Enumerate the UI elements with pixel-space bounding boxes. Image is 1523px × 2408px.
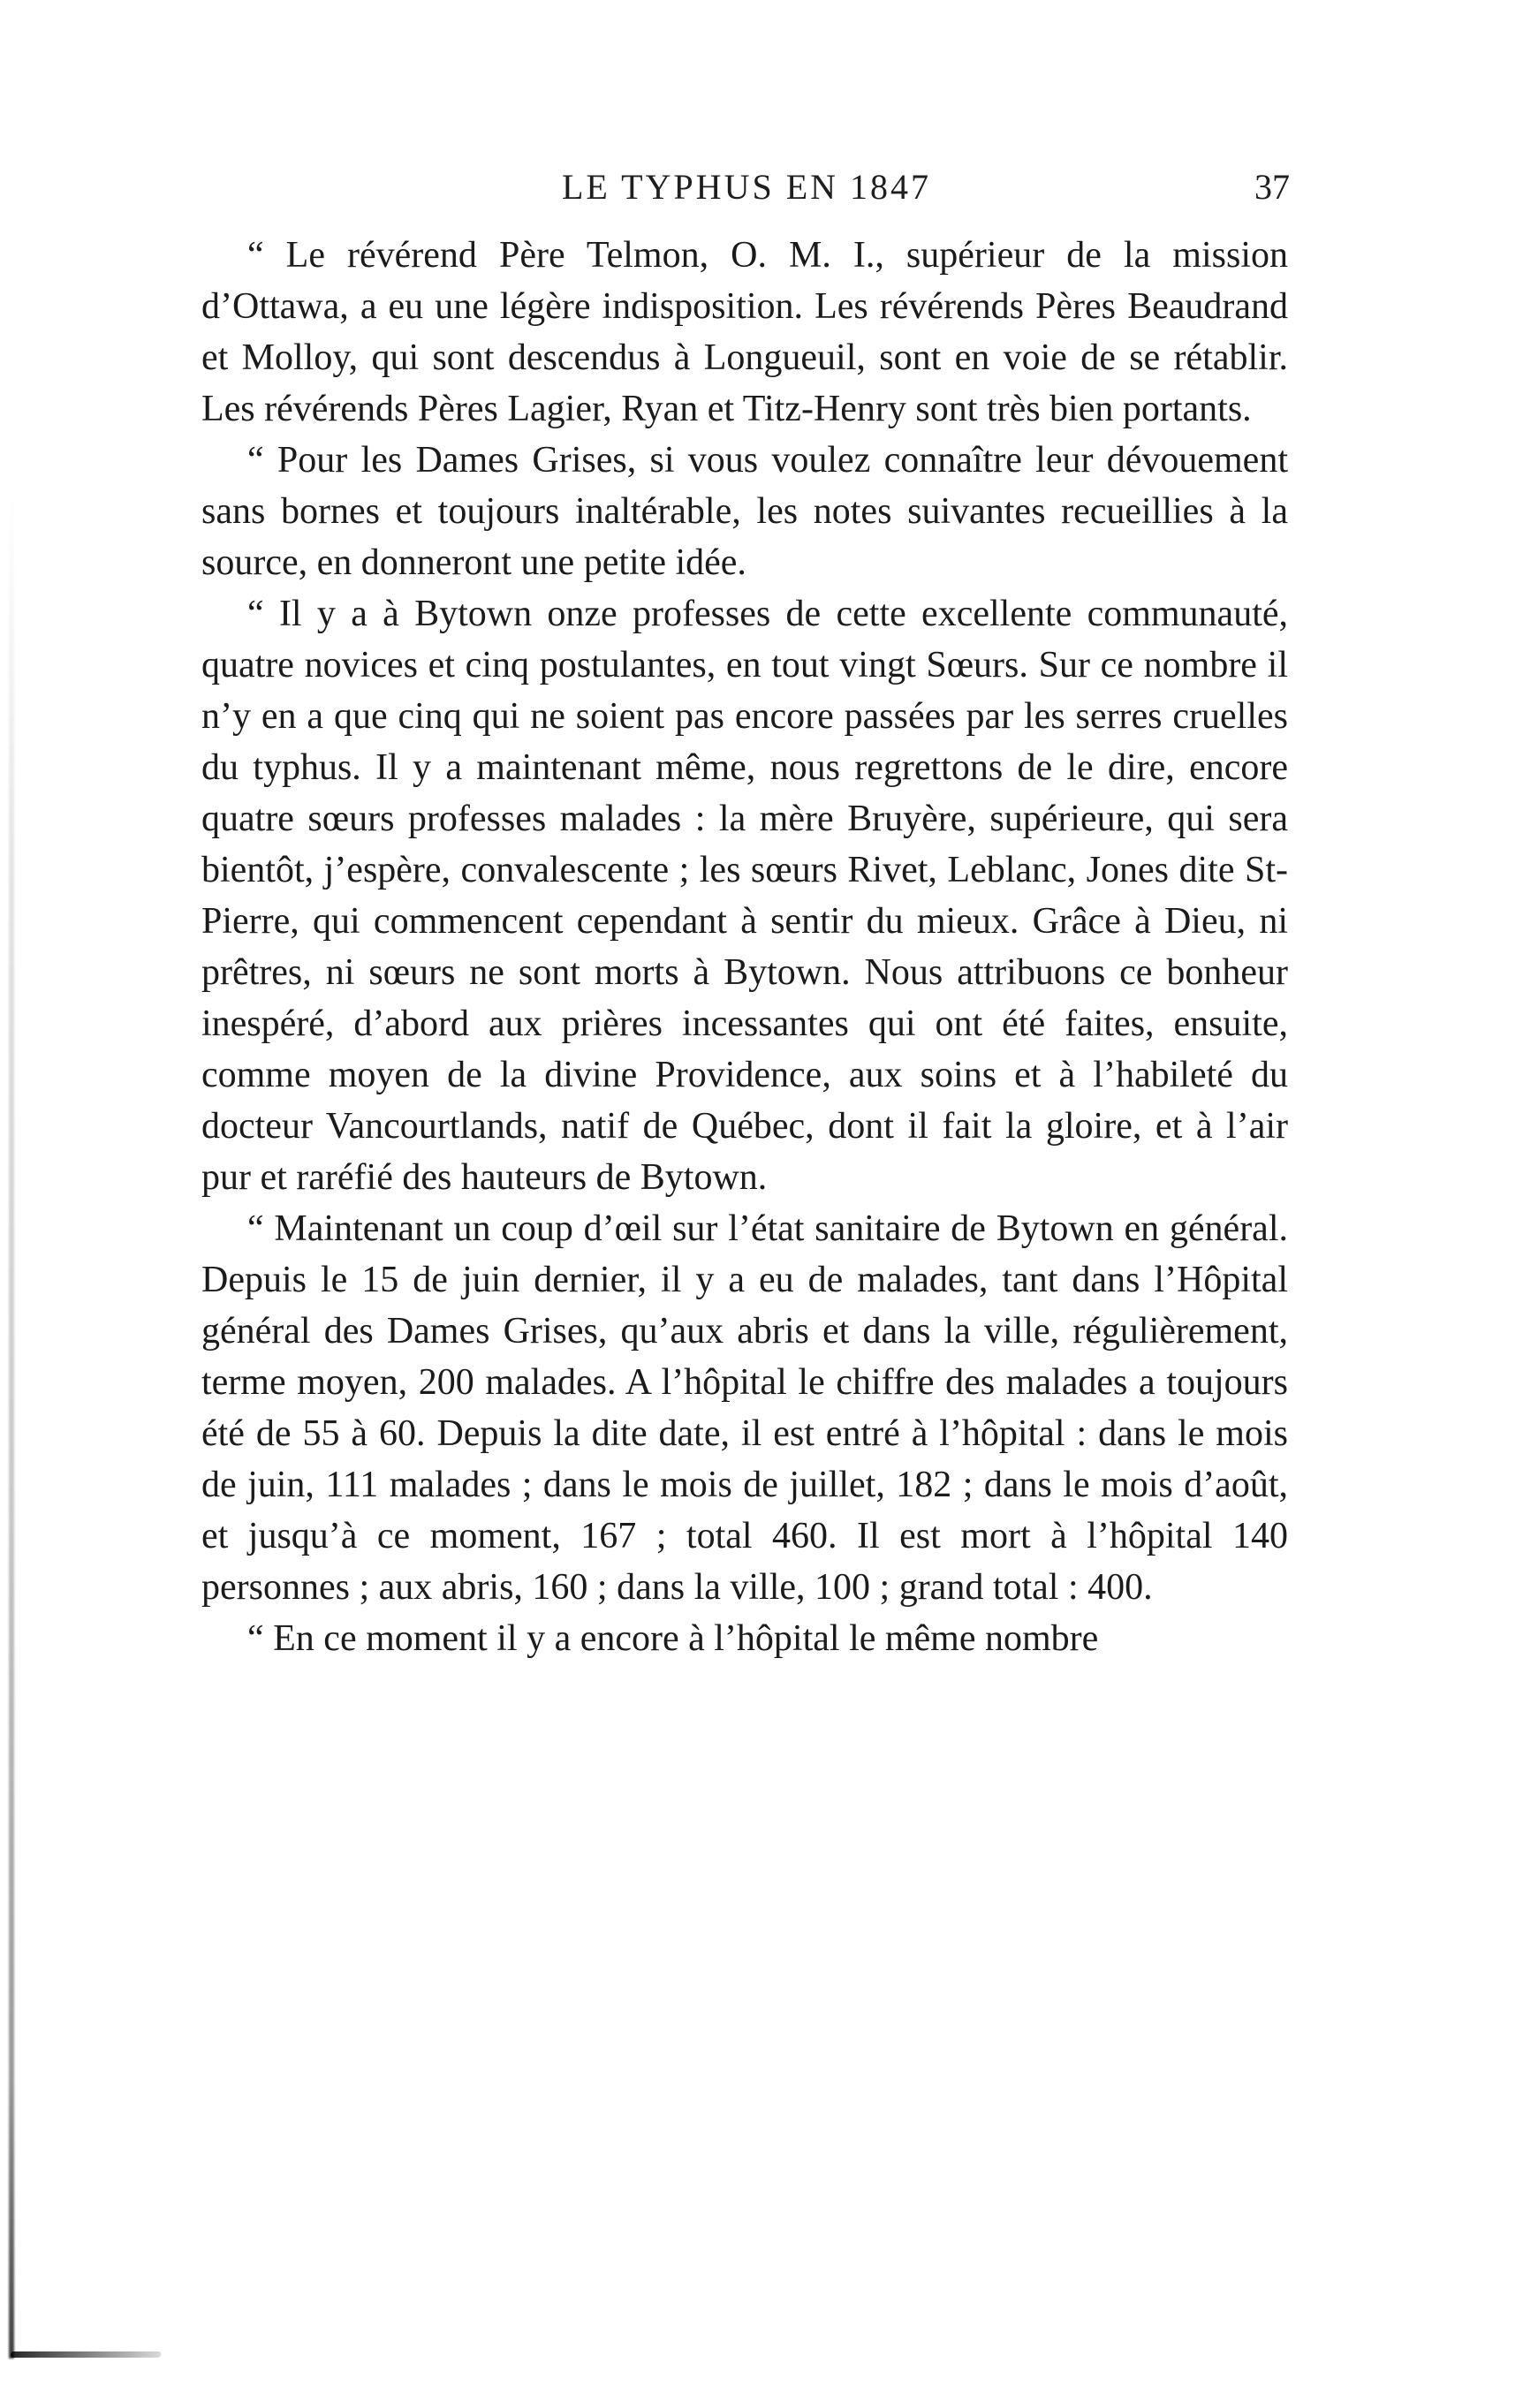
paragraph-dames-grises: “ Pour les Dames Grises, si vous voulez connaître leur dévouement sans bornes et toujours inaltérable, les notes suivantes recueillies à la source, en donneront une petite idée. [201, 440, 1288, 583]
scan-binding-shadow [11, 2351, 162, 2358]
paragraph-bytown-soeurs: “ Il y a à Bytown onze professes de cette excellente communauté, quatre novices et cinq postulantes, en tout vingt Sœurs. Sur ce nombre il n’y en a que cinq qui ne soient pas encore passées par les serres cruelles du typhus. Il y a maintenant même, nous regrettons de le dire, encore quatre sœurs professes malades : la mère Bruyère, supérieure, qui sera bientôt, j’espère, convalescente ; les sœurs Rivet, Leblanc, Jones dite St-Pierre, qui commencent cependant à sentir du mieux. Grâce à Dieu, ni prêtres, ni sœurs ne sont morts à Bytown. Nous attribuons ce bonheur inespéré, d’abord aux prières incessantes qui ont été faites, ensuite, comme moyen de la divine Providence, aux soins et à l’habileté du docteur Vancourtlands, natif de Québec, dont il fait la gloire, et à l’air pur et raréfié des hauteurs de Bytown. [201, 594, 1288, 1198]
running-head [203, 166, 1290, 219]
running-title: LE TYPHUS EN 1847 [561, 167, 932, 207]
paragraph-telmon: “ Le révérend Père Telmon, O. M. I., supérieur de la mission d’Ottawa, a eu une légère indisposition. Les révérends Pères Beaudrand et Molloy, qui sont descendus à Longueuil, sont en voie de se rétablir. Les révérends Pères Lagier, Ryan et Titz-Henry sont très bien portants. [201, 235, 1288, 429]
scan-binding-edge [9, 495, 14, 2359]
paragraph-hopital-nombre: “ En ce moment il y a encore à l’hôpital le même nombre [247, 1618, 1099, 1659]
page-number: 37 [1254, 167, 1290, 207]
paragraph-etat-sanitaire: “ Maintenant un coup d’œil sur l’état sanitaire de Bytown en général. Depuis le 15 de juin dernier, il y a eu de malades, tant dans l’Hôpital général des Dames Grises, qu’aux abris et dans la ville, régulièrement, terme moyen, 200 malades. A l’hôpital le chiffre des malades a toujours été de 55 à 60. Depuis la dite date, il est entré à l’hôpital : dans le mois de juin, 111 malades ; dans le mois de juillet, 182 ; dans le mois d’août, et jusqu’à ce moment, 167 ; total 460. Il est mort à l’hôpital 140 personnes ; aux abris, 160 ; dans la ville, 100 ; grand total : 400. [201, 1208, 1288, 1608]
page-body [201, 230, 1288, 1664]
